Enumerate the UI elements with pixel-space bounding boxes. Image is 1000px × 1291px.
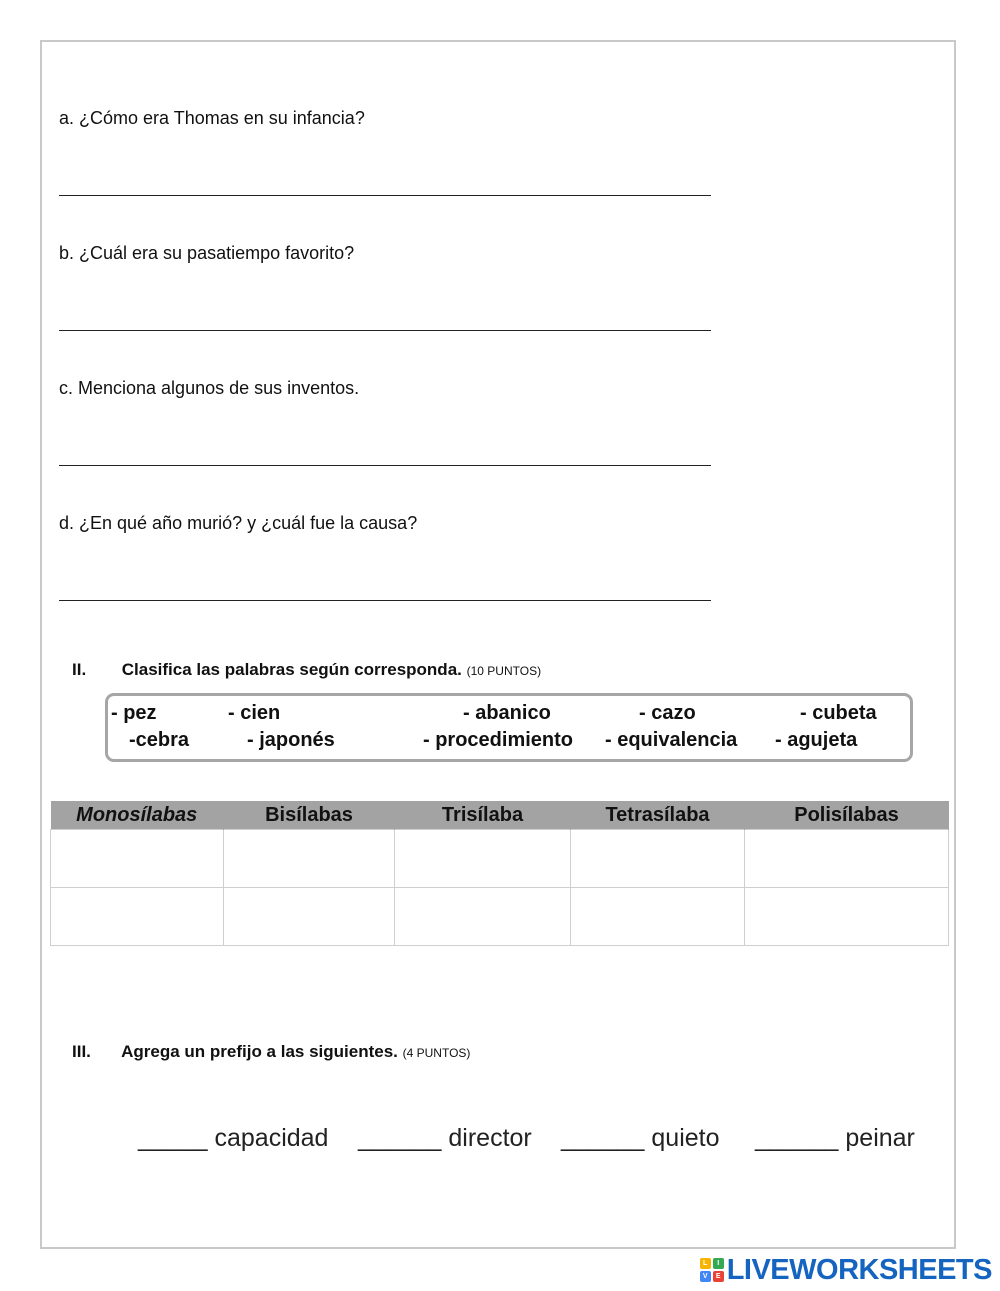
section-2-title: Clasifica las palabras según corresponda. (121, 660, 462, 679)
section-2-number: II. (72, 660, 87, 679)
word-item: - agujeta (775, 729, 858, 751)
header-polisilabas: Polisílabas (745, 801, 949, 830)
answer-line-b[interactable] (59, 330, 711, 331)
prefix-item (138, 1124, 328, 1153)
prefix-word: capacidad (214, 1124, 329, 1152)
prefix-item (755, 1124, 915, 1153)
answer-cell[interactable] (745, 830, 949, 888)
table-row (51, 830, 949, 888)
answer-cell[interactable] (224, 888, 395, 946)
word-item: - pez (111, 702, 157, 724)
word-item: - equivalencia (605, 729, 738, 751)
question-d: d. ¿En qué año murió? y ¿cuál fue la causa? (59, 513, 418, 533)
prefix-blank[interactable]: ______ (561, 1124, 645, 1152)
answer-line-a[interactable] (59, 195, 711, 196)
section-3-number: III. (72, 1042, 91, 1061)
word-item: - abanico (463, 702, 551, 724)
word-item: -cebra (129, 729, 190, 751)
word-item: - japonés (247, 729, 335, 751)
answer-cell[interactable] (224, 830, 395, 888)
section-3-title: Agrega un prefijo a las siguientes. (121, 1042, 398, 1061)
word-item: - cazo (639, 702, 696, 724)
header-bisilabas: Bisílabas (224, 801, 395, 830)
answer-cell[interactable] (51, 888, 224, 946)
word-item: - cubeta (800, 702, 877, 724)
section-3-heading (72, 1042, 470, 1062)
logo-square: E (713, 1271, 724, 1282)
answer-cell[interactable] (745, 888, 949, 946)
prefix-item (358, 1124, 532, 1153)
word-item: - procedimiento (423, 729, 574, 751)
worksheet-page (40, 40, 956, 1249)
prefix-blank[interactable]: ______ (755, 1124, 839, 1152)
table-header-row (51, 801, 949, 830)
answer-cell[interactable] (571, 830, 745, 888)
brand-wordmark: LIVEWORKSHEETS (726, 1253, 992, 1286)
prefix-blank[interactable]: _____ (138, 1124, 208, 1152)
syllable-table (50, 801, 949, 946)
prefix-word: peinar (845, 1124, 915, 1152)
prefix-item (561, 1124, 720, 1153)
section-3-points: (4 PUNTOS) (402, 1046, 471, 1060)
logo-square: I (713, 1258, 724, 1269)
answer-cell[interactable] (571, 888, 745, 946)
answer-cell[interactable] (395, 888, 571, 946)
prefix-blank[interactable]: ______ (358, 1124, 442, 1152)
logo-square: L (700, 1258, 711, 1269)
answer-cell[interactable] (51, 830, 224, 888)
header-monosilabas: Monosílabas (51, 801, 224, 830)
liveworksheets-brand[interactable] (700, 1254, 992, 1286)
question-c: c. Menciona algunos de sus inventos. (59, 378, 360, 398)
header-tetrasilaba: Tetrasílaba (571, 801, 745, 830)
question-b: b. ¿Cuál era su pasatiempo favorito? (59, 243, 355, 263)
prefix-word: director (448, 1124, 532, 1152)
answer-line-c[interactable] (59, 465, 711, 466)
question-a: a. ¿Cómo era Thomas en su infancia? (59, 108, 365, 128)
prefix-word: quieto (651, 1124, 720, 1152)
logo-square: V (700, 1271, 711, 1282)
header-trisilaba: Trisílaba (395, 801, 571, 830)
word-item: - cien (228, 702, 281, 724)
answer-line-d[interactable] (59, 600, 711, 601)
brand-logo-icon (700, 1258, 724, 1282)
section-2-heading (72, 660, 541, 680)
answer-cell[interactable] (395, 830, 571, 888)
section-2-points: (10 PUNTOS) (466, 664, 542, 678)
table-row (51, 888, 949, 946)
